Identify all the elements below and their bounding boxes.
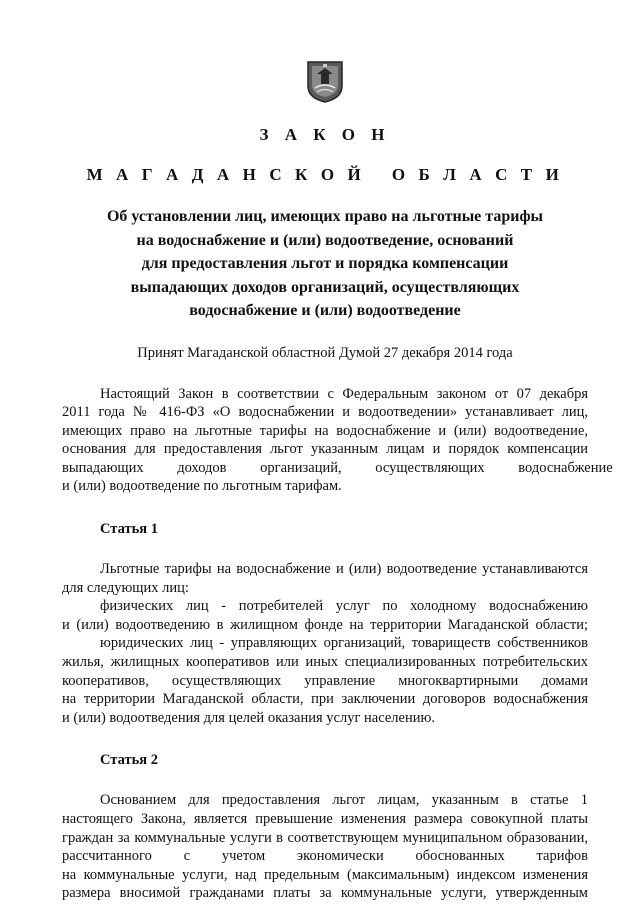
text-line: граждан за коммунальные услуги в соответствующем муниципальном образовании, [62,829,588,846]
text-line: настоящего Закона, является превышение изменения размера совокупной платы [62,811,588,827]
text-line: основания для предоставления льгот указанным лицам и порядок компенсации [62,441,588,458]
heading-line: выпадающих доходов организаций, осуществляющих [130,278,520,296]
article-2-body [62,791,588,903]
heading-line: для предоставления льгот и порядка компенсации [141,255,509,272]
text-line: юридических лиц - управляющих организаций, товариществ собственников [100,635,588,652]
text-line: Льготные тарифы на водоснабжение и (или) водоотведение устанавливаются [100,561,588,578]
text-line: и (или) водоотведение по льготным тарифам. [62,478,342,495]
text-line: Основанием для предоставления льгот лицам, указанным в статье 1 [100,792,588,809]
heading-line: на водоснабжение и (или) водоотведение, оснований [136,231,514,249]
text-line: рассчитанного с учетом экономически обоснованных тарифов [62,848,588,865]
document-subtitle: М А Г А Д А Н С К О Й О Б Л А С Т И [86,165,564,184]
text-line: размера вносимой гражданами платы за коммунальные услуги, утвержденным [62,885,588,902]
text-line: жилья, жилищных кооперативов или иных специализированных потребительских [62,654,588,671]
preamble-paragraph [62,385,613,497]
heading-line: водоснабжение и (или) водоотведение [189,302,461,319]
law-heading [62,205,588,323]
heading-line: Об установлении лиц, имеющих право на льготные тарифы [106,208,544,225]
adoption-note: Принят Магаданской областной Думой 27 декабря 2014 года [137,344,513,361]
text-line: и (или) водоотведению в жилищном фонде на территории Магаданской области; [62,616,588,633]
text-line: 2011 года № 416-ФЗ «О водоснабжении и водоотведении» устанавливает лиц, [62,404,588,421]
text-line: на территории Магаданской области, при заключении договоров водоснабжения [62,691,588,708]
text-line: Настоящий Закон в соответствии с Федеральным законом от 07 декабря [100,385,588,402]
document-title: З А К О Н [259,125,391,144]
text-line: и (или) водоотведения для целей оказания услуг населению. [62,709,435,726]
text-line: кооперативов, осуществляющих управление многоквартирными домами [62,672,588,689]
text-line: физических лиц - потребителей услуг по холодному водоснабжению [100,598,588,615]
text-line: на коммунальные услуги, над предельным (максимальным) индексом изменения [62,866,588,883]
article-2-title: Статья 2 [100,752,158,769]
text-line: имеющих право на льготные тарифы на водоснабжение и (или) водоотведение, [62,422,588,439]
article-1-title: Статья 1 [100,521,158,538]
coat-of-arms-icon [305,60,345,104]
text-line: для следующих лиц: [62,579,189,596]
text-line: выпадающих доходов организаций, осуществляющих водоснабжение [62,459,613,476]
article-1-body [62,560,588,727]
